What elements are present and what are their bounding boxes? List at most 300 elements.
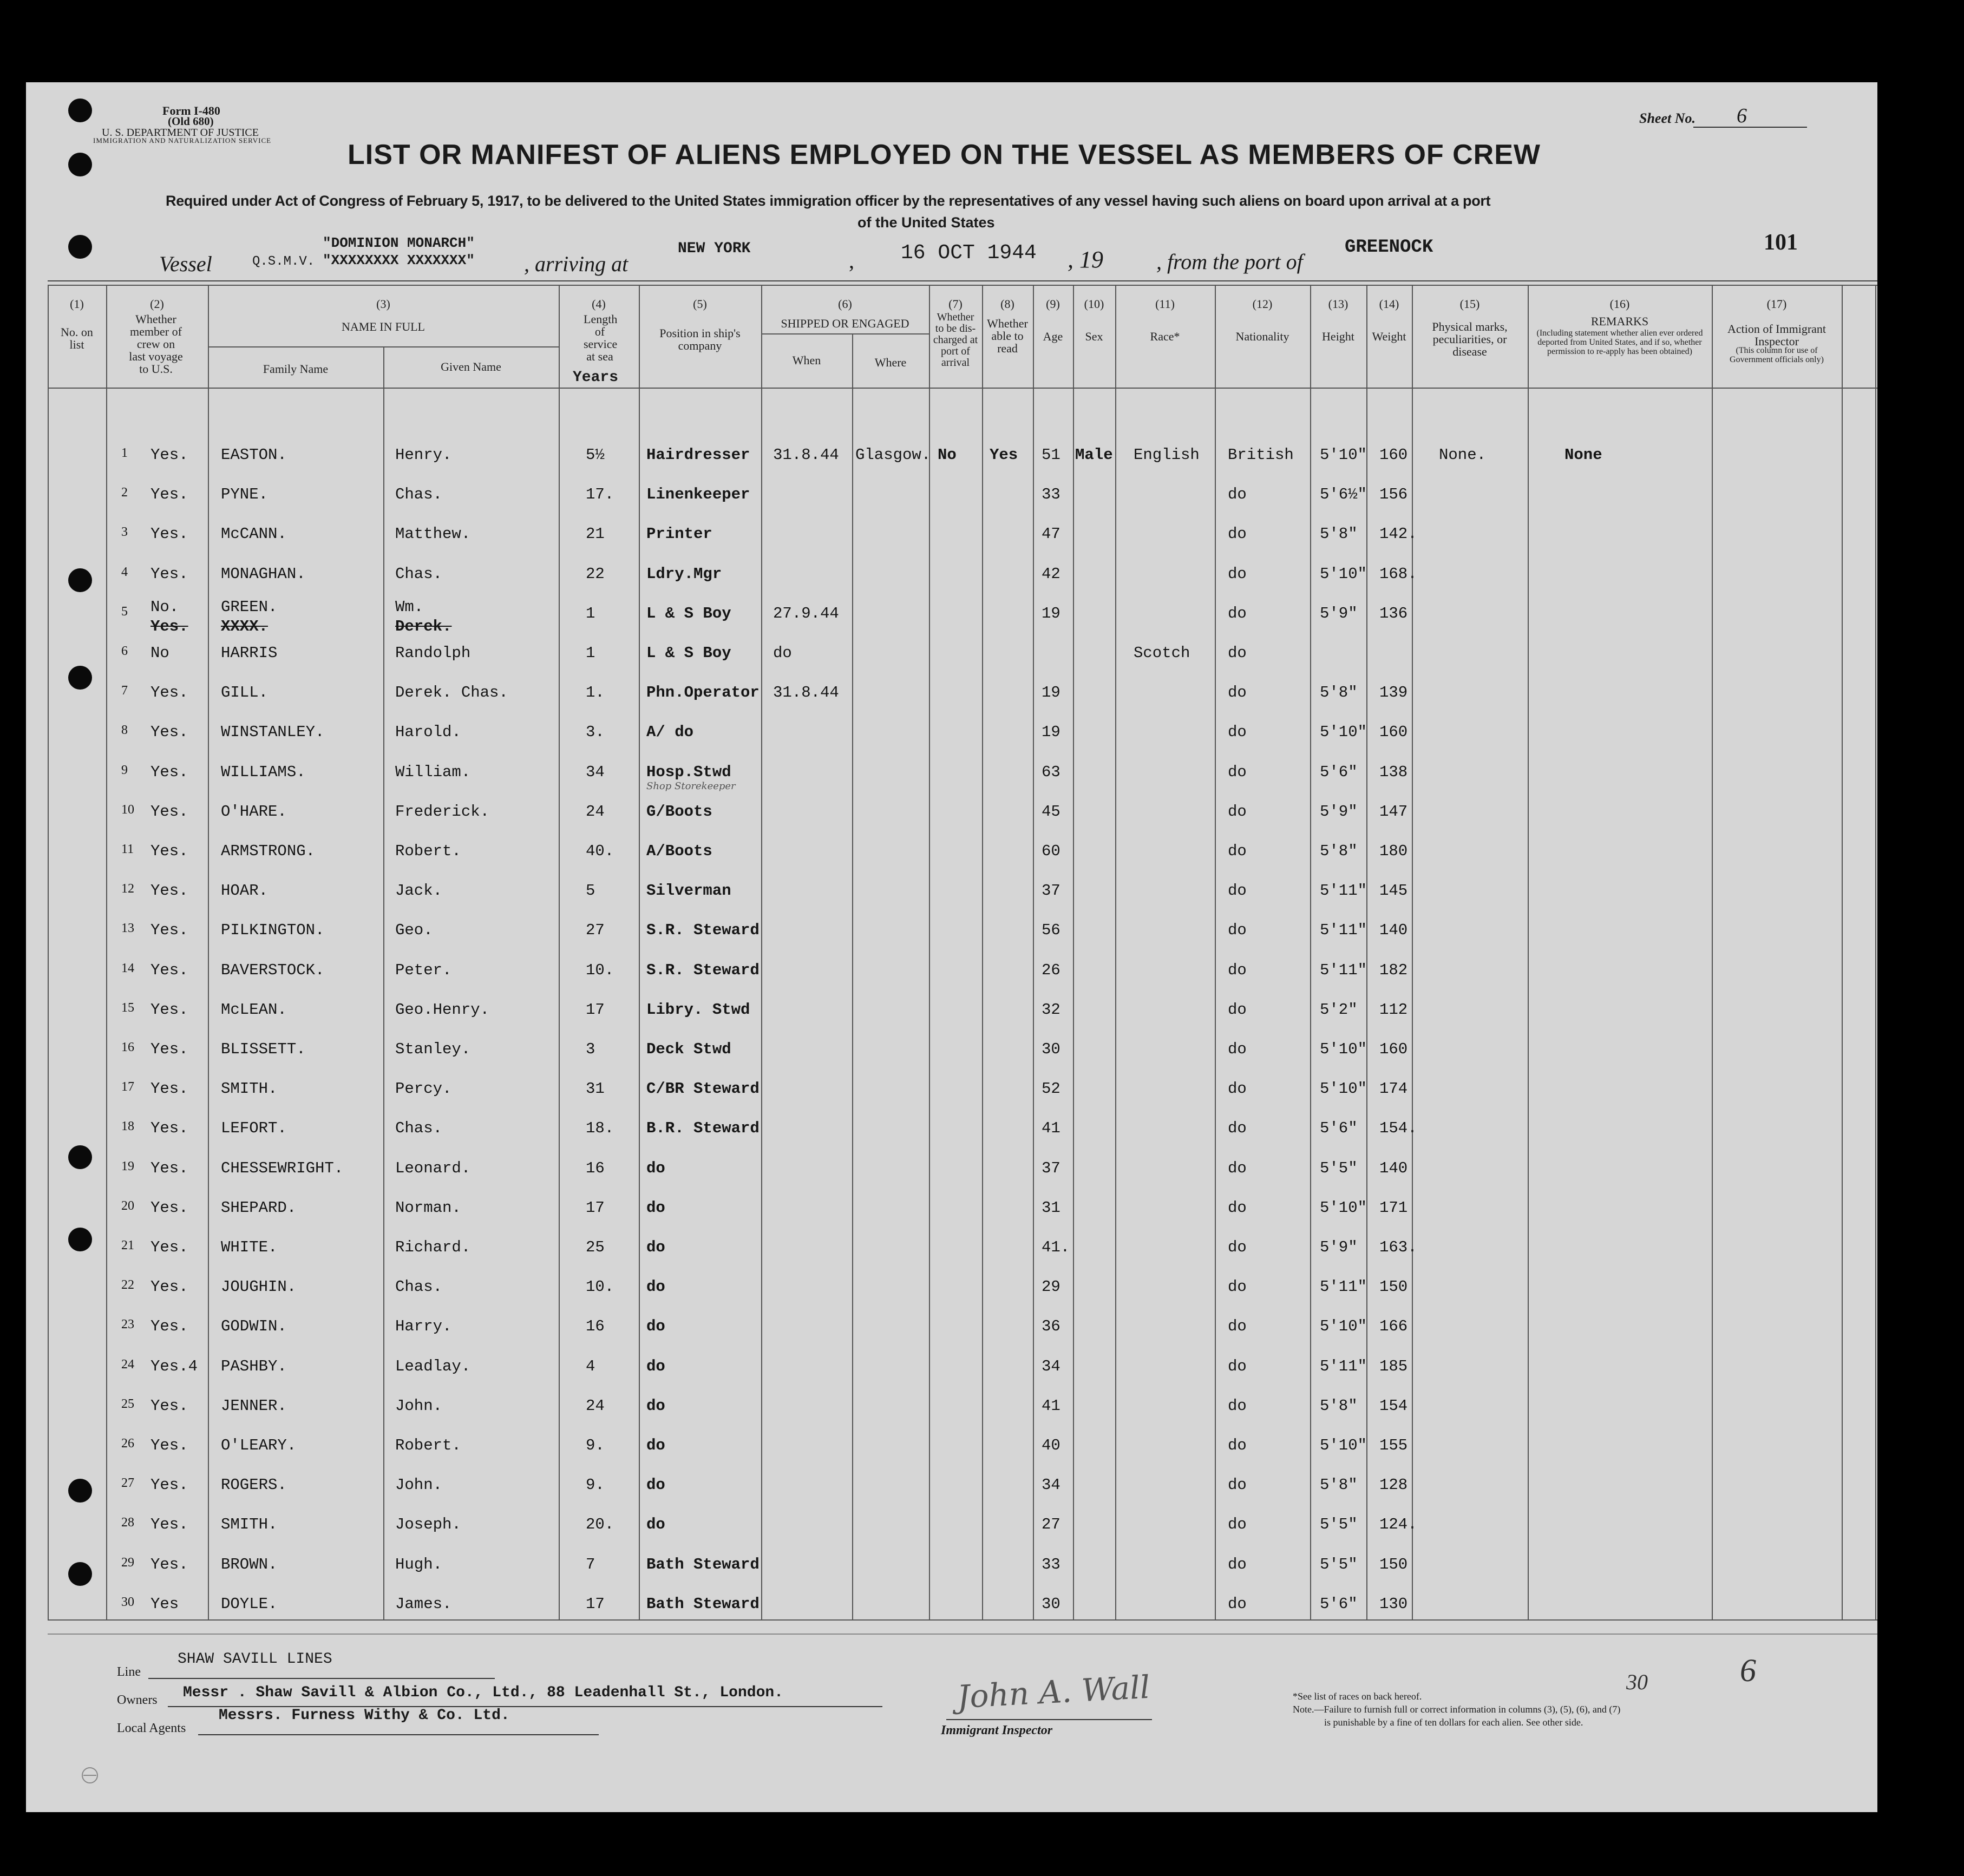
col-3-number: (3) — [376, 297, 390, 311]
age-cell: 26 — [1042, 961, 1060, 979]
height-cell: 5'10" — [1320, 1436, 1367, 1454]
comma-sep: , — [849, 248, 854, 273]
age-cell: 33 — [1042, 486, 1060, 503]
col-divider — [1215, 285, 1216, 1619]
service-cell: 24 — [586, 1397, 605, 1415]
crew-cell: Yes. — [150, 1317, 188, 1335]
weight-cell: 171 — [1379, 1199, 1408, 1217]
col-10-header: Sex — [1085, 330, 1103, 343]
family-name-cell: SMITH. — [221, 1080, 278, 1098]
weight-cell: 128 — [1379, 1476, 1408, 1494]
col-13-header: Height — [1322, 330, 1354, 343]
binder-hole — [68, 1479, 92, 1503]
row-number: 5 — [121, 605, 128, 619]
family-name-cell: PASHBY. — [221, 1357, 287, 1375]
weight-cell: 154. — [1379, 1119, 1417, 1137]
service-cell: 34 — [586, 763, 605, 781]
row-number: 10 — [121, 803, 134, 817]
tally-count: 30 — [1626, 1670, 1648, 1694]
position-cell: S.R. Steward — [646, 921, 760, 939]
read-cell: Yes — [990, 446, 1018, 464]
nationality-cell: do — [1228, 605, 1247, 622]
nationality-cell: do — [1228, 525, 1247, 543]
row-number: 30 — [121, 1595, 134, 1609]
crew-cell: Yes. — [150, 842, 188, 860]
height-cell: 5'5" — [1320, 1516, 1358, 1533]
height-cell: 5'10" — [1320, 565, 1367, 583]
row-number: 9 — [121, 763, 128, 777]
height-cell: 5'2" — [1320, 1001, 1358, 1019]
weight-cell: 160 — [1379, 446, 1408, 464]
vessel-name: "DOMINION MONARCH" — [323, 235, 475, 251]
crew-cell: Yes. — [150, 446, 188, 464]
weight-cell: 140 — [1379, 1159, 1408, 1177]
weight-cell: 155 — [1379, 1436, 1408, 1454]
position-cell: L & S Boy — [646, 605, 731, 622]
col-divider — [208, 285, 209, 1619]
family-name-cell: PILKINGTON. — [221, 921, 325, 939]
family-name-cell: HOAR. — [221, 882, 269, 900]
nationality-cell: do — [1228, 1397, 1247, 1415]
nationality-cell: do — [1228, 961, 1247, 979]
col-6b-header: Where — [874, 356, 907, 369]
arriving-port: NEW YORK — [678, 240, 751, 257]
weight-cell: 140 — [1379, 921, 1408, 939]
given-name-cell: Chas. — [395, 1119, 443, 1137]
year-label: , 19 — [1068, 246, 1103, 273]
family-name-cell: ARMSTRONG. — [221, 842, 316, 860]
col-divider — [1033, 285, 1034, 1619]
weight-cell: 112 — [1379, 1001, 1408, 1019]
height-cell: 5'6" — [1320, 1119, 1358, 1137]
col-divider — [1115, 285, 1116, 1619]
position-cell: L & S Boy — [646, 644, 731, 662]
crew-cell: Yes. — [150, 684, 188, 701]
position-cell: do — [646, 1159, 665, 1177]
col-divider — [559, 285, 560, 1619]
weight-cell: 174 — [1379, 1080, 1408, 1098]
height-cell: 5'10" — [1320, 723, 1367, 741]
height-cell: 5'8" — [1320, 842, 1358, 860]
nationality-cell: do — [1228, 921, 1247, 939]
col-8-header: Whether able to read — [987, 317, 1028, 356]
shipped-subheader-rule — [761, 333, 929, 334]
height-cell: 5'6" — [1320, 763, 1358, 781]
nationality-cell: do — [1228, 1278, 1247, 1296]
height-cell: 5'11" — [1320, 1278, 1367, 1296]
given-name-cell: Peter. — [395, 961, 452, 979]
subtitle-line-2: of the United States — [857, 214, 995, 231]
service-cell: 10. — [586, 961, 614, 979]
nationality-cell: do — [1228, 684, 1247, 701]
col-3b-header: Given Name — [441, 360, 501, 373]
table-bottom-rule — [48, 1619, 1877, 1621]
crew-cell: Yes. — [150, 1436, 188, 1454]
age-cell: 29 — [1042, 1278, 1060, 1296]
weight-cell: 138 — [1379, 763, 1408, 781]
row-number: 16 — [121, 1040, 134, 1054]
service-cell: 31 — [586, 1080, 605, 1098]
nationality-cell: do — [1228, 803, 1247, 821]
line-underline — [148, 1678, 495, 1679]
service-cell: 3 — [586, 1040, 595, 1058]
family-name-cell: ROGERS. — [221, 1476, 287, 1494]
nationality-cell: do — [1228, 1159, 1247, 1177]
col-14-number: (14) — [1379, 297, 1399, 311]
crew-cell: Yes. — [150, 723, 188, 741]
service: IMMIGRATION AND NATURALIZATION SERVICE — [93, 136, 272, 145]
col-12-header: Nationality — [1235, 330, 1289, 343]
family-name-cell: BROWN. — [221, 1556, 278, 1573]
height-cell: 5'9" — [1320, 1238, 1358, 1256]
col-2-header: Whether member of crew on last voyage to U.S. — [129, 312, 183, 376]
nationality-cell: do — [1228, 1556, 1247, 1573]
service-cell: 18. — [586, 1119, 614, 1137]
position-cell: do — [646, 1278, 665, 1296]
owners-value: Messr . Shaw Savill & Albion Co., Ltd., 88 Leadenhall St., London. — [183, 1684, 783, 1701]
vessel-line-rule — [48, 280, 1877, 281]
col-divider — [1842, 285, 1843, 1619]
weight-cell: 166 — [1379, 1317, 1408, 1335]
crew-cell: Yes. — [150, 961, 188, 979]
family-name-cell: BLISSETT. — [221, 1040, 306, 1058]
family-name-cell: O'LEARY. — [221, 1436, 297, 1454]
given-name-cell: James. — [395, 1595, 452, 1613]
age-cell: 19 — [1042, 723, 1060, 741]
binder-hole — [68, 1145, 92, 1169]
col-divider — [852, 333, 853, 1619]
age-cell: 47 — [1042, 525, 1060, 543]
age-cell: 63 — [1042, 763, 1060, 781]
crew-cell: Yes. — [150, 1159, 188, 1177]
col-2-number: (2) — [150, 297, 164, 311]
nationality-cell: do — [1228, 1238, 1247, 1256]
service-cell: 20. — [586, 1516, 614, 1533]
nationality-cell: do — [1228, 565, 1247, 583]
height-cell: 5'5" — [1320, 1159, 1358, 1177]
given-name-cell: Frederick. — [395, 803, 490, 821]
service-cell: 27 — [586, 921, 605, 939]
crew-cell: Yes. — [150, 1278, 188, 1296]
row-number: 13 — [121, 921, 134, 935]
position-cell: do — [646, 1199, 665, 1217]
service-cell: 40. — [586, 842, 614, 860]
height-cell: 5'5" — [1320, 1556, 1358, 1573]
given-name-cell: Joseph. — [395, 1516, 461, 1533]
service-cell: 1 — [586, 605, 595, 622]
crew-cell: Yes. — [150, 1001, 188, 1019]
given-name-cell: Hugh. — [395, 1556, 443, 1573]
given-name-cell: Chas. — [395, 565, 443, 583]
height-cell: 5'8" — [1320, 1476, 1358, 1494]
nationality-cell: do — [1228, 644, 1247, 662]
col-4-unit: Years — [573, 369, 619, 386]
family-struck-cell: XXXX. — [221, 618, 269, 635]
position-cell: Printer — [646, 525, 712, 543]
row-number: 21 — [121, 1238, 134, 1252]
weight-cell: 147 — [1379, 803, 1408, 821]
weight-cell: 182 — [1379, 961, 1408, 979]
weight-cell: 142. — [1379, 525, 1417, 543]
position-cell: do — [646, 1238, 665, 1256]
family-name-cell: McLEAN. — [221, 1001, 287, 1019]
line-label: Line — [117, 1665, 141, 1679]
height-cell: 5'9" — [1320, 605, 1358, 622]
row-number: 17 — [121, 1080, 134, 1094]
age-cell: 41 — [1042, 1397, 1060, 1415]
col-16-note: (Including statement whether alien ever ordered deported from United States, and if so, whether permission to re-apply has been obtained) — [1536, 329, 1703, 356]
given-name-cell: Chas. — [395, 486, 443, 503]
discharged-cell: No — [938, 446, 957, 464]
agents-label: Local Agents — [117, 1721, 186, 1735]
race-cell: Scotch — [1134, 644, 1190, 662]
family-name-cell: WHITE. — [221, 1238, 278, 1256]
nationality-cell: do — [1228, 1317, 1247, 1335]
family-name-cell: SMITH. — [221, 1516, 278, 1533]
height-cell: 5'6" — [1320, 1595, 1358, 1613]
age-cell: 30 — [1042, 1040, 1060, 1058]
weight-cell: 168. — [1379, 565, 1417, 583]
position-cell: do — [646, 1357, 665, 1375]
crew-cell: Yes. — [150, 921, 188, 939]
form-number: Form I-480 — [162, 104, 220, 117]
height-cell: 5'10" — [1320, 446, 1367, 464]
age-cell: 41. — [1042, 1238, 1070, 1256]
marks-cell: None. — [1439, 446, 1487, 464]
crew-cell: Yes.4 — [150, 1357, 198, 1375]
age-cell: 30 — [1042, 1595, 1060, 1613]
family-name-cell: JOUGHIN. — [221, 1278, 297, 1296]
weight-cell: 180 — [1379, 842, 1408, 860]
nationality-cell: do — [1228, 882, 1247, 900]
crew-cell: Yes. — [150, 1199, 188, 1217]
col-10-number: (10) — [1084, 297, 1104, 311]
family-name-cell: CHESSEWRIGHT. — [221, 1159, 344, 1177]
nationality-cell: do — [1228, 1476, 1247, 1494]
binder-hole — [68, 1228, 92, 1251]
family-name-cell: DOYLE. — [221, 1595, 278, 1613]
weight-cell: 139 — [1379, 684, 1408, 701]
family-name-cell: HARRIS — [221, 644, 278, 662]
service-cell: 17. — [586, 486, 614, 503]
service-cell: 7 — [586, 1556, 595, 1573]
family-name-cell: WILLIAMS. — [221, 763, 306, 781]
row-number: 14 — [121, 961, 134, 975]
col-5-number: (5) — [693, 297, 707, 311]
vessel-label: Vessel — [159, 252, 212, 276]
family-name-cell: McCANN. — [221, 525, 287, 543]
service-cell: 16 — [586, 1317, 605, 1335]
age-cell: 60 — [1042, 842, 1060, 860]
service-cell: 17 — [586, 1199, 605, 1217]
service-cell: 22 — [586, 565, 605, 583]
family-name-cell: O'HARE. — [221, 803, 287, 821]
crew-cell: Yes. — [150, 1040, 188, 1058]
col-16-header: REMARKS — [1590, 314, 1649, 328]
position-cell: Ldry.Mgr — [646, 565, 722, 583]
position-cell: Hairdresser — [646, 446, 750, 464]
footer-rule — [48, 1634, 1877, 1635]
weight-cell: 154 — [1379, 1397, 1408, 1415]
family-name-cell: EASTON. — [221, 446, 287, 464]
given-name-cell: Leadlay. — [395, 1357, 471, 1375]
family-name-cell: BAVERSTOCK. — [221, 961, 325, 979]
vessel-prefix: Q.S.M.V. — [252, 254, 315, 269]
col-5-header: Position in ship's company — [659, 326, 741, 353]
age-cell: 34 — [1042, 1476, 1060, 1494]
given-name-cell: Randolph — [395, 644, 471, 662]
col-3a-header: Family Name — [263, 362, 329, 376]
position-cell: Libry. Stwd — [646, 1001, 750, 1019]
position-cell: do — [646, 1397, 665, 1415]
inspector-label: Immigrant Inspector — [941, 1723, 1053, 1737]
nationality-cell: do — [1228, 1001, 1247, 1019]
vessel-name-struck: "XXXXXXXX XXXXXXX" — [323, 252, 475, 268]
row-number: 29 — [121, 1556, 134, 1570]
inspector-signature: John A. Wall — [956, 1668, 1151, 1716]
weight-cell: 145 — [1379, 882, 1408, 900]
manifest-sheet — [26, 82, 1877, 1812]
service-cell: 10. — [586, 1278, 614, 1296]
page-title: LIST OR MANIFEST OF ALIENS EMPLOYED ON THE VESSEL AS MEMBERS OF CREW — [348, 139, 1541, 170]
position-cell: do — [646, 1516, 665, 1533]
arrival-date-stamp: 16 OCT 1944 — [901, 241, 1037, 265]
col-divider — [1073, 285, 1074, 1619]
given-name-cell: Geo. — [395, 921, 433, 939]
nationality-cell: do — [1228, 1040, 1247, 1058]
col-divider — [1712, 285, 1713, 1619]
col-14-header: Weight — [1372, 330, 1406, 343]
stamp-number: 101 — [1764, 230, 1798, 255]
given-name-cell: William. — [395, 763, 471, 781]
col-7-header: Whether to be dis-charged at port of arrival — [933, 311, 978, 369]
given-name-cell: Norman. — [395, 1199, 461, 1217]
given-name-cell: Derek. Chas. — [395, 684, 508, 701]
crew-cell: Yes. — [150, 1397, 188, 1415]
given-name-cell: Wm. — [395, 598, 424, 616]
given-name-cell: Jack. — [395, 882, 443, 900]
row-number: 11 — [121, 842, 134, 856]
position-cell: do — [646, 1436, 665, 1454]
family-name-cell: GODWIN. — [221, 1317, 287, 1335]
height-cell: 5'10" — [1320, 1199, 1367, 1217]
from-port: GREENOCK — [1345, 237, 1433, 258]
col-7-number: (7) — [948, 297, 963, 311]
col-4-number: (4) — [592, 297, 606, 311]
nationality-cell: do — [1228, 1436, 1247, 1454]
col-16-number: (16) — [1609, 297, 1630, 311]
position-cell: Silverman — [646, 882, 731, 900]
crew-cell: Yes. — [150, 1516, 188, 1533]
remarks-cell: None — [1564, 446, 1602, 464]
given-name-cell: Robert. — [395, 1436, 461, 1454]
weight-cell: 156 — [1379, 486, 1408, 503]
sex-cell: Male — [1075, 446, 1113, 464]
header-bottom-rule — [48, 388, 1877, 389]
crew-cell: No — [150, 644, 169, 662]
position-cell: A/Boots — [646, 842, 712, 860]
service-cell: 17 — [586, 1001, 605, 1019]
col-15-number: (15) — [1459, 297, 1480, 311]
weight-cell: 163. — [1379, 1238, 1417, 1256]
given-name-cell: Leonard. — [395, 1159, 471, 1177]
binder-hole — [68, 99, 92, 122]
crew-cell: No. — [150, 598, 179, 616]
col-divider — [761, 285, 762, 1619]
col-17-header: Action of Immigrant Inspector — [1727, 322, 1826, 349]
height-cell: 5'11" — [1320, 921, 1367, 939]
position-cell: C/BR Steward — [646, 1080, 760, 1098]
family-name-cell: SHEPARD. — [221, 1199, 297, 1217]
col-divider — [1310, 285, 1311, 1619]
service-cell: 21 — [586, 525, 605, 543]
note-races: *See list of races on back hereof. — [1293, 1691, 1422, 1702]
crew-cell: Yes. — [150, 763, 188, 781]
row-number: 23 — [121, 1317, 134, 1331]
col-8-number: (8) — [1000, 297, 1014, 311]
col-9-header: Age — [1043, 330, 1063, 343]
position-cell: do — [646, 1317, 665, 1335]
family-name-cell: PYNE. — [221, 486, 269, 503]
position-cell: Hosp.Stwd — [646, 763, 731, 781]
from-label: , from the port of — [1156, 250, 1303, 274]
line-value: SHAW SAVILL LINES — [178, 1651, 332, 1668]
given-name-cell: John. — [395, 1397, 443, 1415]
weight-cell: 150 — [1379, 1278, 1408, 1296]
col-15-header: Physical marks, peculiarities, or disease — [1432, 320, 1508, 359]
weight-cell: 130 — [1379, 1595, 1408, 1613]
age-cell: 42 — [1042, 565, 1060, 583]
nationality-cell: do — [1228, 763, 1247, 781]
age-cell: 37 — [1042, 882, 1060, 900]
col-divider — [1412, 285, 1413, 1619]
crew-cell: Yes. — [150, 1556, 188, 1573]
row-number: 19 — [121, 1159, 134, 1173]
row-number: 25 — [121, 1397, 134, 1411]
given-name-cell: Robert. — [395, 842, 461, 860]
service-cell: 16 — [586, 1159, 605, 1177]
col-divider — [106, 285, 107, 1619]
height-cell: 5'11" — [1320, 882, 1367, 900]
nationality-cell: do — [1228, 842, 1247, 860]
col-6-number: (6) — [838, 297, 852, 311]
col-17-note: (This column for use of Government officials only) — [1730, 346, 1824, 364]
row-number: 20 — [121, 1199, 134, 1213]
position-cell: Phn.Operator — [646, 684, 760, 701]
position-cell: Bath Steward — [646, 1556, 760, 1573]
when-cell: 27.9.44 — [773, 605, 839, 622]
age-cell: 19 — [1042, 605, 1060, 622]
nationality-cell: do — [1228, 1595, 1247, 1613]
given-name-cell: Matthew. — [395, 525, 471, 543]
age-cell: 51 — [1042, 446, 1060, 464]
row-number: 7 — [121, 684, 128, 698]
height-cell: 5'8" — [1320, 1397, 1358, 1415]
given-name-cell: Harold. — [395, 723, 461, 741]
where-cell: Glasgow. — [855, 446, 931, 464]
col-6-header: SHIPPED OR ENGAGED — [781, 317, 909, 330]
row-number: 12 — [121, 882, 134, 896]
family-name-cell: MONAGHAN. — [221, 565, 306, 583]
row-number: 18 — [121, 1119, 134, 1133]
position-cell: G/Boots — [646, 803, 712, 821]
height-cell: 5'10" — [1320, 1040, 1367, 1058]
col-12-number: (12) — [1252, 297, 1273, 311]
nationality-cell: do — [1228, 1516, 1247, 1533]
col-1-header: No. on list — [61, 325, 93, 352]
col-11-header: Race* — [1150, 330, 1180, 343]
given-name-cell: Geo.Henry. — [395, 1001, 490, 1019]
